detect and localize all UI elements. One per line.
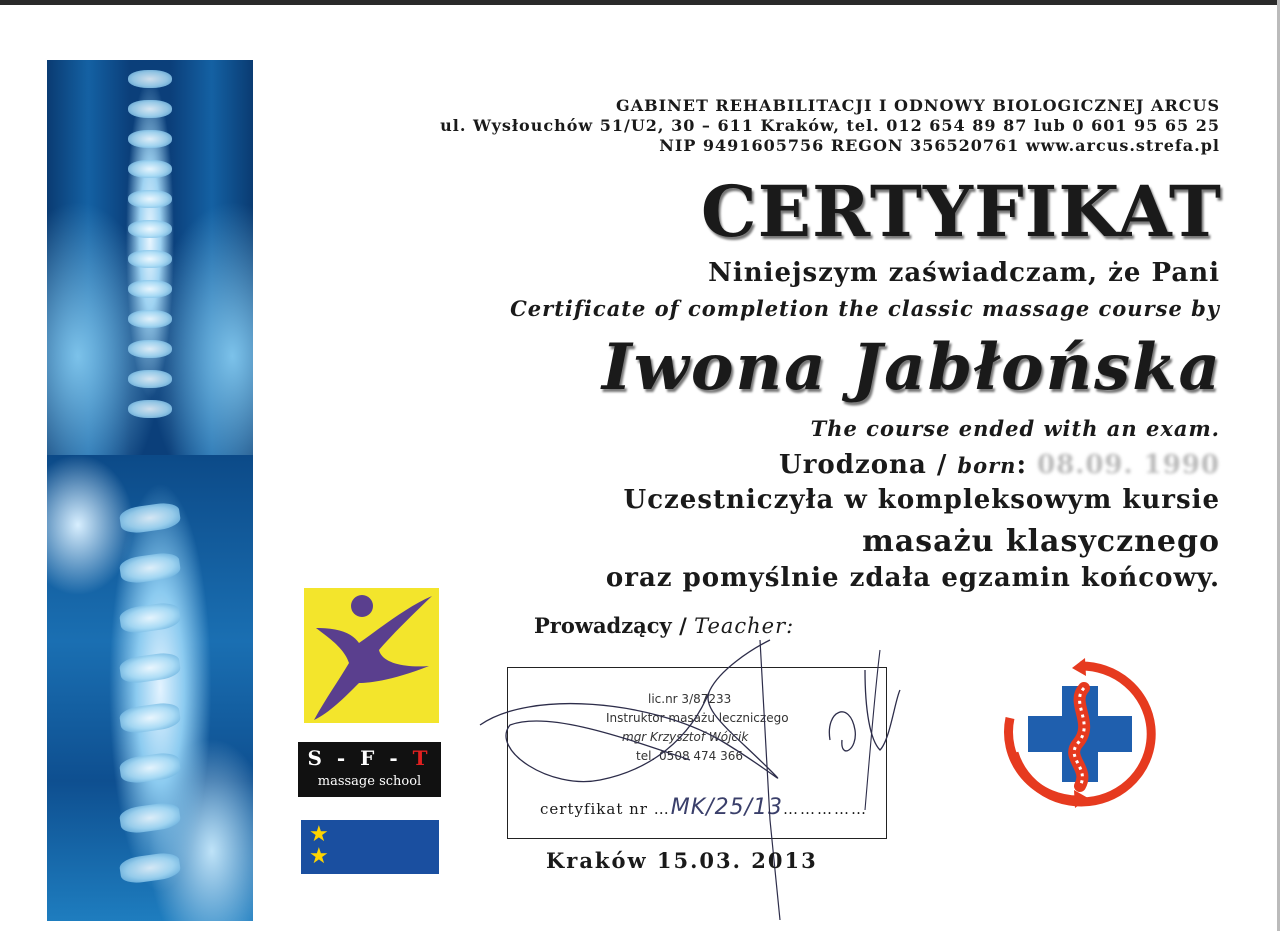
teacher-separator: / xyxy=(671,613,695,638)
born-separator: / xyxy=(926,450,958,480)
issuer-header xyxy=(440,96,1220,156)
born-label-en: born xyxy=(957,453,1017,478)
born-colon: : xyxy=(1016,450,1028,480)
body-line-1: Uczestniczyła w kompleksowym kursie xyxy=(623,485,1220,515)
xray-spine-front-image xyxy=(47,60,253,455)
star-icon: ★ xyxy=(309,822,329,847)
body-line-3: oraz pomyślnie zdała egzamin końcowy. xyxy=(605,563,1220,593)
birth-date-line xyxy=(779,450,1220,480)
teacher-label-pl: Prowadzący xyxy=(534,613,672,638)
xray-spine-side-image xyxy=(47,455,253,921)
birth-date-redacted: 08.09. 1990 xyxy=(1037,450,1220,480)
place-and-date: Kraków 15.03. 2013 xyxy=(546,848,818,873)
issuer-address: ul. Wysłouchów 51/U2, 30 – 611 Kraków, tel. 012 654 89 87 lub 0 601 95 65 25 xyxy=(440,116,1220,135)
body-line-2: masażu klasycznego xyxy=(862,524,1220,559)
stamp-phone: tel. 0508 474 366 xyxy=(636,749,744,763)
star-icon: ★ xyxy=(309,844,329,869)
medical-spine-logo xyxy=(1000,658,1160,808)
statement-en: Certificate of completion the classic massage course by xyxy=(510,296,1220,321)
certificate-number-label: certyfikat nr xyxy=(540,800,648,818)
exam-note: The course ended with an exam. xyxy=(810,416,1220,441)
stamp-name: mgr Krzysztof Wójcik xyxy=(622,730,749,744)
statement-pl: Niniejszym zaświadczam, że Pani xyxy=(708,258,1220,288)
stamp-license: lic.nr 3/87233 xyxy=(648,692,732,706)
sft-logo-text: S - F - T xyxy=(307,746,432,770)
sft-logo-subtitle: massage school xyxy=(317,774,422,789)
teacher-label xyxy=(534,613,794,638)
certificate-number-line: certyfikat nr …MK/25/13…………… xyxy=(540,795,868,820)
issuer-name: GABINET REHABILITACJI I ODNOWY BIOLOGICZNEJ ARCUS xyxy=(616,96,1220,115)
sft-massage-school-logo xyxy=(298,742,441,797)
certificate-title: CERTYFIKAT xyxy=(700,170,1222,253)
certificate-number-value: MK/25/13 xyxy=(670,795,783,820)
eu-flag-logo xyxy=(301,820,439,874)
stamp-role: Instruktor masażu leczniczego xyxy=(606,711,789,725)
born-label-pl: Urodzona xyxy=(779,450,927,480)
issuer-registration: NIP 9491605756 REGON 356520761 www.arcus.strefa.pl xyxy=(659,136,1220,155)
instructor-stamp xyxy=(600,690,789,766)
jumping-figure-logo xyxy=(304,588,439,723)
teacher-label-en: Teacher: xyxy=(694,614,795,638)
recipient-name: Iwona Jabłońska xyxy=(601,330,1222,405)
top-border xyxy=(0,0,1280,5)
